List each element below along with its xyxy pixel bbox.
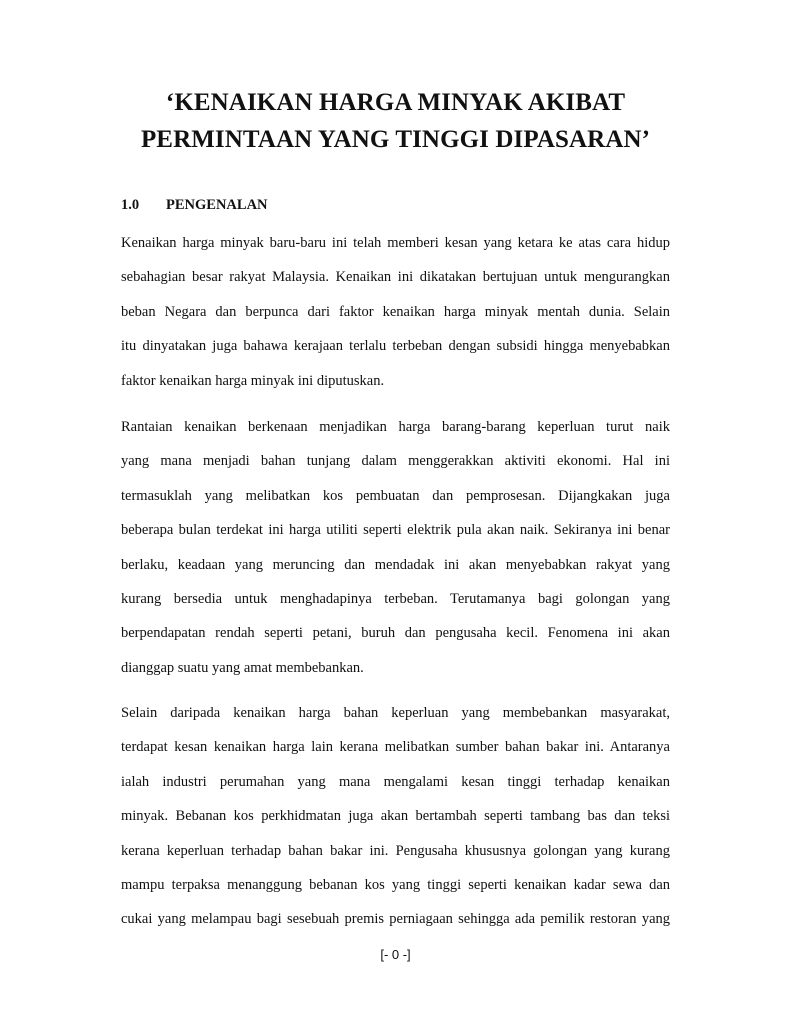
page-number: [- 0 -] <box>380 947 411 962</box>
paragraph-line: berlaku, keadaan yang meruncing dan mendadak ini akan menyebabkan rakyat yang <box>121 556 670 573</box>
paragraph-1 <box>121 234 670 406</box>
section-number: 1.0 <box>121 197 140 213</box>
paragraph-line: dianggap suatu yang amat membebankan. <box>121 659 364 676</box>
paragraph-line: Kenaikan harga minyak baru-baru ini telah memberi kesan yang ketara ke atas cara hidup <box>121 235 670 251</box>
paragraph-line: Rantaian kenaikan berkenaan menjadikan harga barang-barang keperluan turut naik <box>121 419 670 435</box>
section-title: PENGENALAN <box>166 197 268 213</box>
section-heading <box>121 196 268 214</box>
paragraph-line: terdapat kesan kenaikan harga lain kerana melibatkan sumber bahan bakar ini. Antaranya <box>121 739 670 756</box>
paragraph-line: itu dinyatakan juga bahawa kerajaan terlalu terbeban dengan subsidi hingga menyebabkan <box>121 338 670 355</box>
paragraph-line: ialah industri perumahan yang mana mengalami kesan tinggi terhadap kenaikan <box>121 773 670 790</box>
paragraph-line: faktor kenaikan harga minyak ini diputuskan. <box>121 372 385 389</box>
document-title <box>80 84 711 158</box>
paragraph-line: mampu terpaksa menanggung bebanan kos yang tinggi seperti kenaikan kadar sewa dan <box>121 876 670 893</box>
paragraph-line: beberapa bulan terdekat ini harga utiliti seperti elektrik pula akan naik. Sekiranya ini benar <box>121 522 670 539</box>
paragraph-line: termasuklah yang melibatkan kos pembuatan dan pemprosesan. Dijangkakan juga <box>121 487 670 504</box>
paragraph-line: yang mana menjadi bahan tunjang dalam menggerakkan aktiviti ekonomi. Hal ini <box>121 453 670 470</box>
paragraph-line: sebahagian besar rakyat Malaysia. Kenaikan ini dikatakan bertujuan untuk mengurangkan <box>121 269 670 286</box>
paragraph-line: beban Negara dan berpunca dari faktor kenaikan harga minyak mentah dunia. Selain <box>121 303 670 320</box>
paragraph-line: minyak. Bebanan kos perkhidmatan juga akan bertambah seperti tambang bas dan teksi <box>121 808 670 825</box>
paragraph-line: kurang bersedia untuk menghadapinya terbeban. Terutamanya bagi golongan yang <box>121 590 670 607</box>
paragraph-line: berpendapatan rendah seperti petani, buruh dan pengusaha kecil. Fenomena ini akan <box>121 625 670 642</box>
paragraph-3 <box>121 704 670 945</box>
title-line-2: PERMINTAAN YANG TINGGI DIPASARAN’ <box>140 126 651 153</box>
paragraph-2 <box>121 418 670 693</box>
paragraph-line: cukai yang melampau bagi sesebuah premis perniagaan sehingga ada pemilik restoran yang <box>121 911 670 928</box>
paragraph-line: kerana keperluan terhadap bahan bakar ini. Pengusaha khususnya golongan yang kurang <box>121 842 670 859</box>
paragraph-line: Selain daripada kenaikan harga bahan keperluan yang membebankan masyarakat, <box>121 705 670 721</box>
title-line-1: ‘KENAIKAN HARGA MINYAK AKIBAT <box>165 89 626 116</box>
